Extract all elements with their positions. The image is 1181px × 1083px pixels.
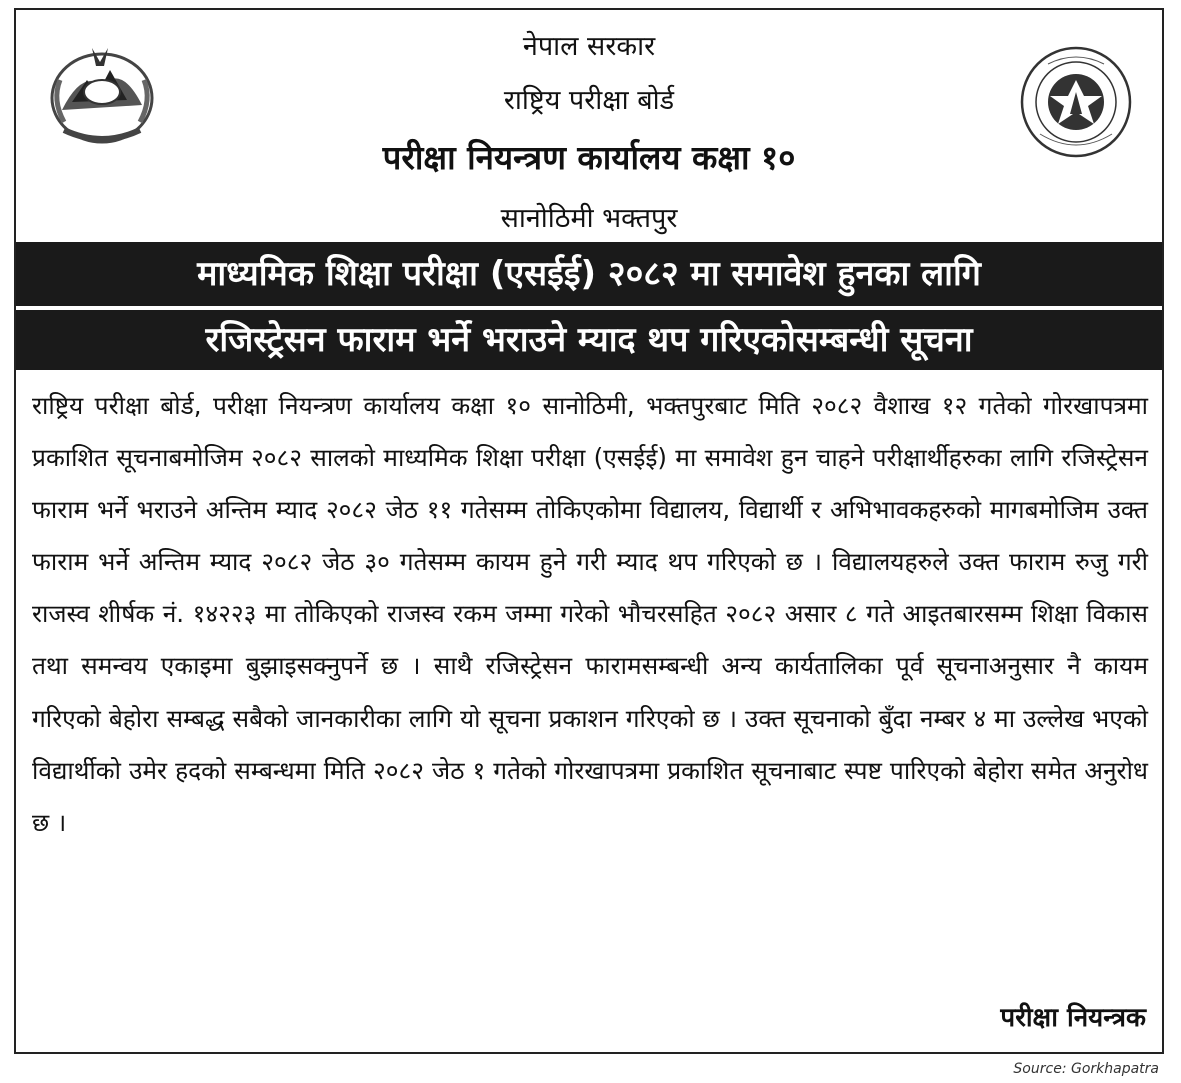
notice-title-line1: माध्यमिक शिक्षा परीक्षा (एसईई) २०८२ मा समावेश हुनका लागि xyxy=(16,242,1162,306)
notice-frame xyxy=(14,8,1164,1054)
notice-title-line2: रजिस्ट्रेसन फाराम भर्ने भराउने म्याद थप गरिएकोसम्बन्धी सूचना xyxy=(16,310,1162,370)
signature: परीक्षा नियन्त्रक xyxy=(1000,1003,1146,1033)
office-name: परीक्षा नियन्त्रण कार्यालय कक्षा १० xyxy=(382,138,796,177)
government-name: नेपाल सरकार xyxy=(522,31,656,62)
board-name: राष्ट्रिय परीक्षा बोर्ड xyxy=(503,85,675,116)
notice-body: राष्ट्रिय परीक्षा बोर्ड, परीक्षा नियन्त्रण कार्यालय कक्षा १० सानोठिमी, भक्तपुरबाट मिति २०८२ वैशाख १२ गतेको गोरखापत्रमा प्रकाशित सूचनाबमोजिम २०८२ सालको माध्यमिक शिक्षा परीक्षा (एसईई) मा समावेश हुन चाहने परीक्षार्थीहरुका लागि रजिस्ट्रेसन फाराम भर्ने भराउने अन्तिम म्याद २०८२ जेठ ११ गतेसम्म तोकिएकोमा विद्यालय, विद्यार्थी र अभिभावकहरुको मागबमोजिम उक्त फाराम भर्ने अन्तिम म्याद २०८२ जेठ ३० गतेसम्म कायम हुने गरी म्याद थप गरिएको छ । विद्यालयहरुले उक्त फाराम रुजु गरी राजस्व शीर्षक नं. १४२२३ मा तोकिएको राजस्व रकम जम्मा गरेको भौचरसहित २०८२ असार ८ गते आइतबारसम्म शिक्षा विकास तथा समन्वय एकाइमा बुझाइसक्नुपर्ने छ । साथै रजिस्ट्रेसन फारामसम्बन्धी अन्य कार्यतालिका पूर्व सूचनाअनुसार नै कायम गरिएको बेहोरा सम्बद्ध सबैको जानकारीका लागि यो सूचना प्रकाशन गरिएको छ । उक्त सूचनाको बुँदा नम्बर ४ मा उल्लेख भएको विद्यार्थीको उमेर हदको सम्बन्धमा मिति २०८२ जेठ १ गतेको गोरखापत्रमा प्रकाशित सूचनाबाट स्पष्ट पारिएको बेहोरा समेत अनुरोध छ । xyxy=(32,391,1148,837)
source-credit: Source: Gorkhapatra xyxy=(1013,1061,1159,1077)
header xyxy=(16,10,1162,242)
office-location: सानोठिमी भक्तपुर xyxy=(500,203,678,234)
exam-board-seal-icon xyxy=(1018,44,1134,160)
